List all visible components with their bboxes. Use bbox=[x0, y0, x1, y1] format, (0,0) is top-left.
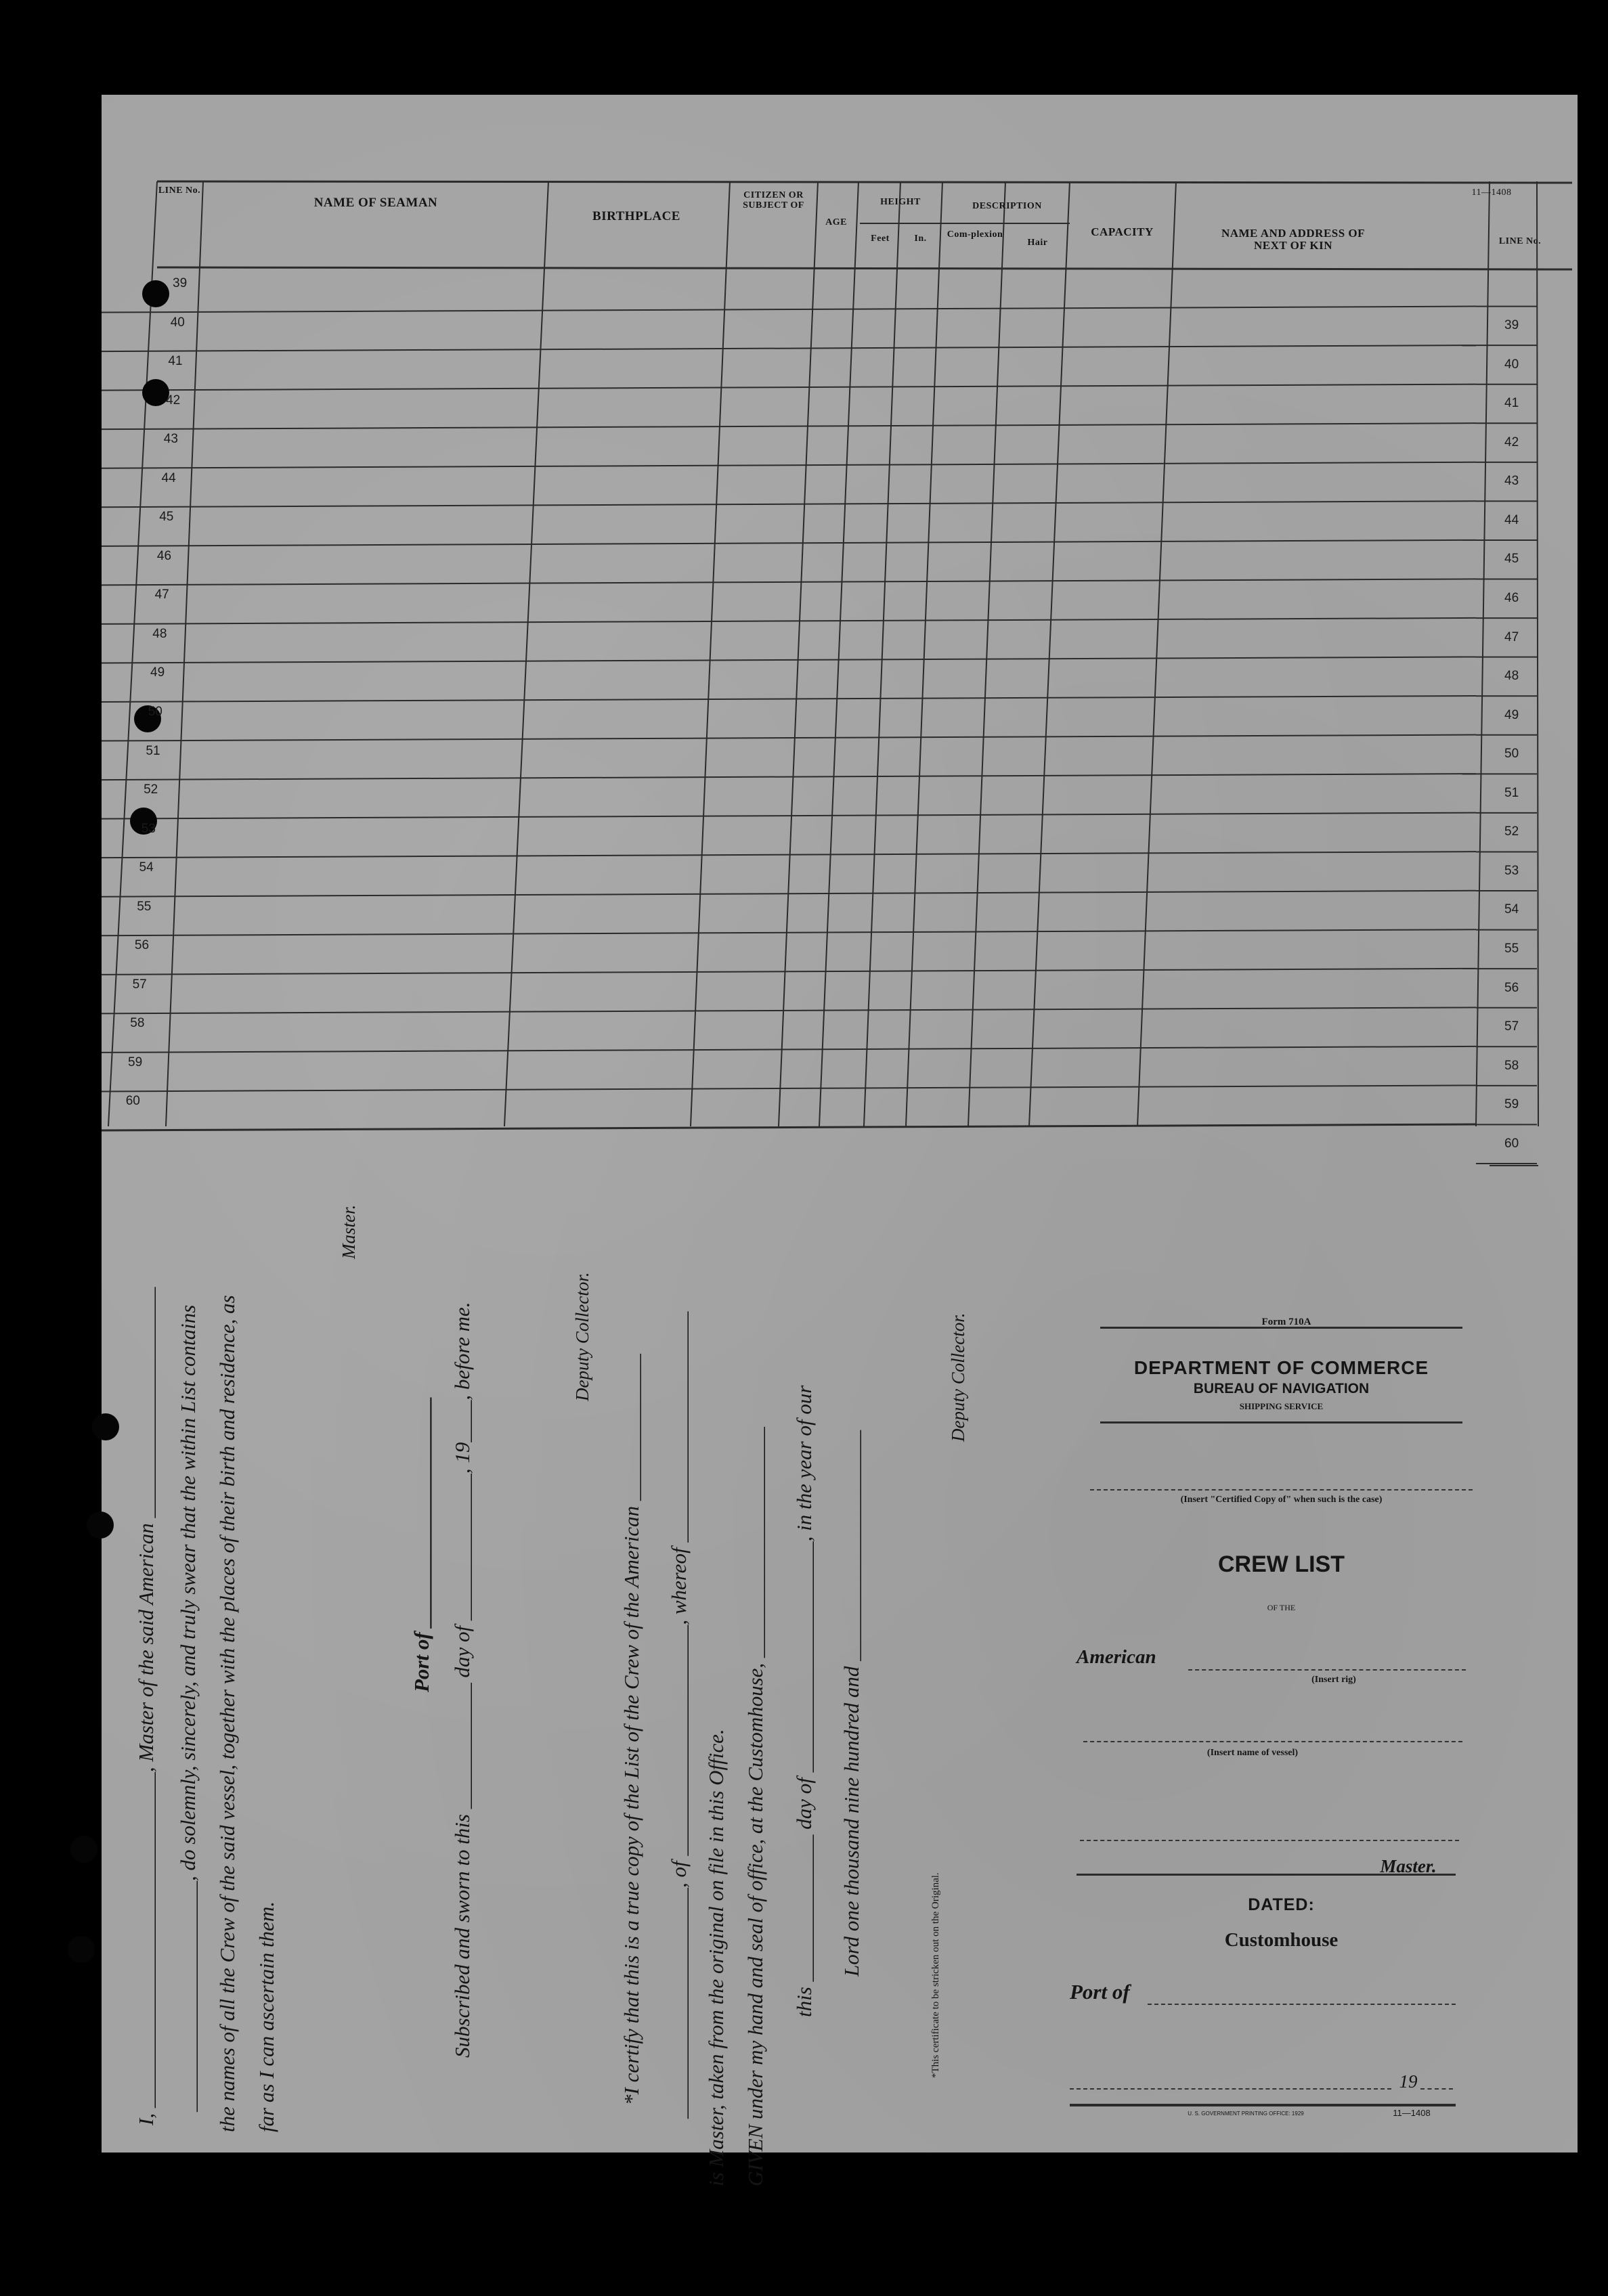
stub-insert-rig: (Insert rig) bbox=[1311, 1675, 1356, 1685]
punch-hole bbox=[142, 280, 169, 307]
header-complexion: Com-plexion bbox=[947, 229, 1003, 240]
row-line bbox=[102, 1124, 1476, 1130]
line-number-left: 48 bbox=[152, 626, 167, 641]
header-name-of-seaman: NAME OF SEAMAN bbox=[313, 196, 438, 210]
row-line bbox=[102, 657, 1476, 663]
certificate-line-2: ______________________, of ______________________, whereof ______________________ bbox=[667, 1311, 691, 2119]
certificate-line-4: GIVEN under my hand and seal of office, at the Customhouse, ______________________ bbox=[743, 1427, 767, 2186]
line-number-right: 60 bbox=[1504, 1136, 1519, 1151]
stub-department: DEPARTMENT OF COMMERCE bbox=[1133, 1357, 1429, 1378]
certificate-line-3: is Master, taken from the original on file in this Office. bbox=[704, 1729, 728, 2186]
stub-port-of: Port of bbox=[1070, 1980, 1130, 2004]
certificate-deputy-collector: Deputy Collector. bbox=[948, 1312, 968, 1442]
line-number-left: 60 bbox=[125, 1094, 140, 1109]
header-description: DESCRIPTION bbox=[972, 201, 1042, 211]
line-number-left: 57 bbox=[132, 977, 147, 992]
certificate-line-1: *I certify that this is a true copy of the List of the Crew of the American ______________ bbox=[620, 1354, 643, 2105]
header-height: HEIGHT bbox=[880, 197, 921, 207]
line-number-right: 55 bbox=[1504, 942, 1519, 956]
line-number-left: 43 bbox=[163, 432, 178, 447]
oath-master-label: Master. bbox=[339, 1204, 359, 1259]
row-line bbox=[102, 1046, 1476, 1053]
line-number-left: 55 bbox=[137, 899, 152, 914]
line-number-left: 53 bbox=[141, 821, 156, 836]
line-number-left: 59 bbox=[128, 1055, 143, 1069]
header-citizen-of: CITIZEN OR SUBJECT OF bbox=[743, 190, 804, 211]
stub-american: American bbox=[1077, 1646, 1156, 1668]
stub-rule bbox=[1100, 1421, 1462, 1423]
header-next-of-kin: NAME AND ADDRESS OF NEXT OF KIN bbox=[1221, 227, 1366, 252]
stub-rule bbox=[1100, 1327, 1462, 1329]
header-feet: Feet bbox=[871, 234, 890, 244]
insert-rig-line bbox=[1188, 1669, 1466, 1671]
row-line bbox=[102, 1007, 1476, 1013]
line-number-left: 41 bbox=[168, 354, 183, 369]
oath-subscribed: Subscribed and sworn to this ____________ day of ______________, 19____, before me. bbox=[450, 1302, 474, 2058]
line-number-right: 46 bbox=[1504, 590, 1519, 605]
line-number-right: 43 bbox=[1504, 474, 1519, 489]
stub-year: 19 bbox=[1399, 2071, 1418, 2092]
header-birthplace: BIRTHPLACE bbox=[592, 209, 680, 223]
certificate-line-5: this ______________ day of ______________________, in the year of our bbox=[792, 1385, 816, 2017]
stub-printing-office: U. S. GOVERNMENT PRINTING OFFICE: 1929 bbox=[1188, 2111, 1304, 2117]
stub-rule bbox=[1070, 2104, 1456, 2106]
line-number-left: 50 bbox=[148, 705, 162, 719]
line-number-left: 58 bbox=[130, 1016, 145, 1031]
stub-insert-vessel: (Insert name of vessel) bbox=[1207, 1748, 1299, 1758]
master-name-line bbox=[1080, 1840, 1459, 1841]
col-birthplace-right bbox=[691, 181, 730, 1126]
line-number-right: 59 bbox=[1504, 1097, 1519, 1112]
line-number-left: 47 bbox=[154, 588, 169, 602]
header-bottom-rule bbox=[157, 267, 1572, 269]
line-number-right: 52 bbox=[1504, 824, 1519, 839]
header-line-no-right: LINE No. bbox=[1498, 236, 1542, 246]
oath-line-3: the names of all the Crew of the said vessel, together with the places of their birth and residence, as bbox=[215, 1295, 239, 2132]
row-line bbox=[102, 423, 1476, 429]
col-feet-right bbox=[864, 181, 900, 1126]
line-number-right: 42 bbox=[1504, 435, 1519, 449]
punch-hole bbox=[70, 1836, 97, 1863]
form-code-top: 11—1408 bbox=[1471, 187, 1512, 198]
header-line-no: LINE No. bbox=[158, 185, 201, 196]
stub-form-number: Form 710A bbox=[1261, 1317, 1311, 1327]
line-number-left: 49 bbox=[150, 665, 165, 680]
line-number-left: 46 bbox=[156, 548, 172, 563]
header-inches: In. bbox=[914, 234, 927, 244]
line-number-left: 51 bbox=[146, 743, 160, 758]
stub-bureau: BUREAU OF NAVIGATION bbox=[1193, 1381, 1370, 1396]
line-number-left: 56 bbox=[134, 938, 150, 953]
row-line bbox=[102, 345, 1476, 351]
port-of-line bbox=[1148, 2004, 1456, 2005]
punch-hole bbox=[142, 379, 169, 406]
line-number-right: 44 bbox=[1504, 512, 1519, 527]
row-line bbox=[102, 501, 1476, 507]
col-age-right bbox=[819, 181, 859, 1126]
punch-hole bbox=[87, 1511, 114, 1539]
line-number-left: 42 bbox=[166, 393, 181, 407]
line-number-right: 56 bbox=[1504, 980, 1519, 995]
certificate-footnote: *This certificate to be stricken out on the Original. bbox=[930, 1872, 941, 2078]
row-line bbox=[102, 462, 1476, 468]
line-number-right: 51 bbox=[1504, 785, 1519, 800]
line-number-right: 53 bbox=[1504, 863, 1519, 878]
stub-certified-note: (Insert "Certified Copy of" when such is the case) bbox=[1180, 1495, 1383, 1505]
date-line bbox=[1070, 2088, 1391, 2090]
line-number-right: 58 bbox=[1504, 1058, 1519, 1073]
col-complexion-right bbox=[968, 181, 1005, 1126]
row-line bbox=[102, 735, 1476, 741]
line-number-right: 40 bbox=[1504, 357, 1519, 372]
col-capacity-right bbox=[1137, 181, 1176, 1126]
certificate-line-6: Lord one thousand nine hundred and ______________________ bbox=[840, 1430, 863, 1977]
row-line bbox=[102, 618, 1476, 624]
row-line bbox=[102, 1085, 1476, 1091]
header-hair: Hair bbox=[1027, 238, 1048, 248]
line-number-right: 57 bbox=[1504, 1019, 1519, 1034]
stub-service: SHIPPING SERVICE bbox=[1239, 1401, 1324, 1411]
punch-hole bbox=[68, 1936, 95, 1963]
stub-master: Master. bbox=[1380, 1856, 1437, 1876]
row-line bbox=[102, 384, 1476, 391]
stub-title: CREW LIST bbox=[1218, 1551, 1345, 1577]
vessel-name-line bbox=[1083, 1741, 1462, 1742]
col-name-right bbox=[504, 181, 548, 1126]
line-number-right: 54 bbox=[1504, 902, 1519, 917]
line-number-left: 40 bbox=[170, 315, 185, 330]
line-number-left: 54 bbox=[139, 860, 154, 875]
line-number-right: 49 bbox=[1504, 707, 1519, 722]
punch-hole bbox=[92, 1413, 119, 1440]
table-top-border bbox=[157, 181, 1572, 183]
stub-of-the: OF THE bbox=[1267, 1603, 1296, 1612]
stub-rule bbox=[1077, 1874, 1456, 1876]
stub-form-code: 11—1408 bbox=[1393, 2108, 1431, 2118]
oath-line-2: ______________________, do solemnly, sincerely, and truly swear that the within List contains bbox=[176, 1304, 200, 2112]
col-line-no-right bbox=[1537, 181, 1538, 1126]
row-line bbox=[102, 929, 1476, 935]
oath-deputy-collector: Deputy Collector. bbox=[572, 1272, 592, 1401]
header-age: AGE bbox=[825, 217, 847, 227]
row-line bbox=[102, 852, 1476, 858]
col-in-right bbox=[906, 181, 942, 1126]
row-line bbox=[102, 969, 1476, 975]
oath-port-of: Port of ______________________ bbox=[410, 1396, 433, 1692]
col-hair-right bbox=[1029, 181, 1070, 1126]
line-number-left: 45 bbox=[159, 510, 174, 525]
line-number-right: 50 bbox=[1504, 747, 1519, 761]
line-number-right: 48 bbox=[1504, 669, 1519, 684]
oath-line-1: I, ________________________________, Master of the said American ______________________ bbox=[134, 1287, 158, 2125]
col-kin-right bbox=[1476, 181, 1490, 1126]
line-number-left: 52 bbox=[144, 782, 158, 797]
row-line bbox=[102, 307, 1476, 313]
line-number-right: 45 bbox=[1504, 552, 1519, 567]
row-line bbox=[102, 540, 1476, 546]
certified-copy-line bbox=[1090, 1489, 1473, 1491]
col-citizen-right bbox=[779, 181, 818, 1126]
row-line bbox=[102, 813, 1476, 819]
row-line bbox=[102, 579, 1476, 585]
year-line bbox=[1420, 2088, 1453, 2090]
oath-line-4: far as I can ascertain them. bbox=[255, 1901, 278, 2132]
line-number-left: 44 bbox=[161, 470, 176, 485]
stub-customhouse: Customhouse bbox=[1224, 1929, 1339, 1951]
line-number-left: 39 bbox=[173, 276, 188, 290]
row-line bbox=[102, 774, 1476, 780]
header-capacity: CAPACITY bbox=[1091, 225, 1154, 238]
line-number-right: 41 bbox=[1504, 396, 1519, 411]
stub-dated: DATED: bbox=[1248, 1895, 1315, 1914]
line-number-right: 39 bbox=[1504, 318, 1519, 332]
line-number-right: 47 bbox=[1504, 630, 1519, 644]
row-line bbox=[102, 696, 1476, 702]
